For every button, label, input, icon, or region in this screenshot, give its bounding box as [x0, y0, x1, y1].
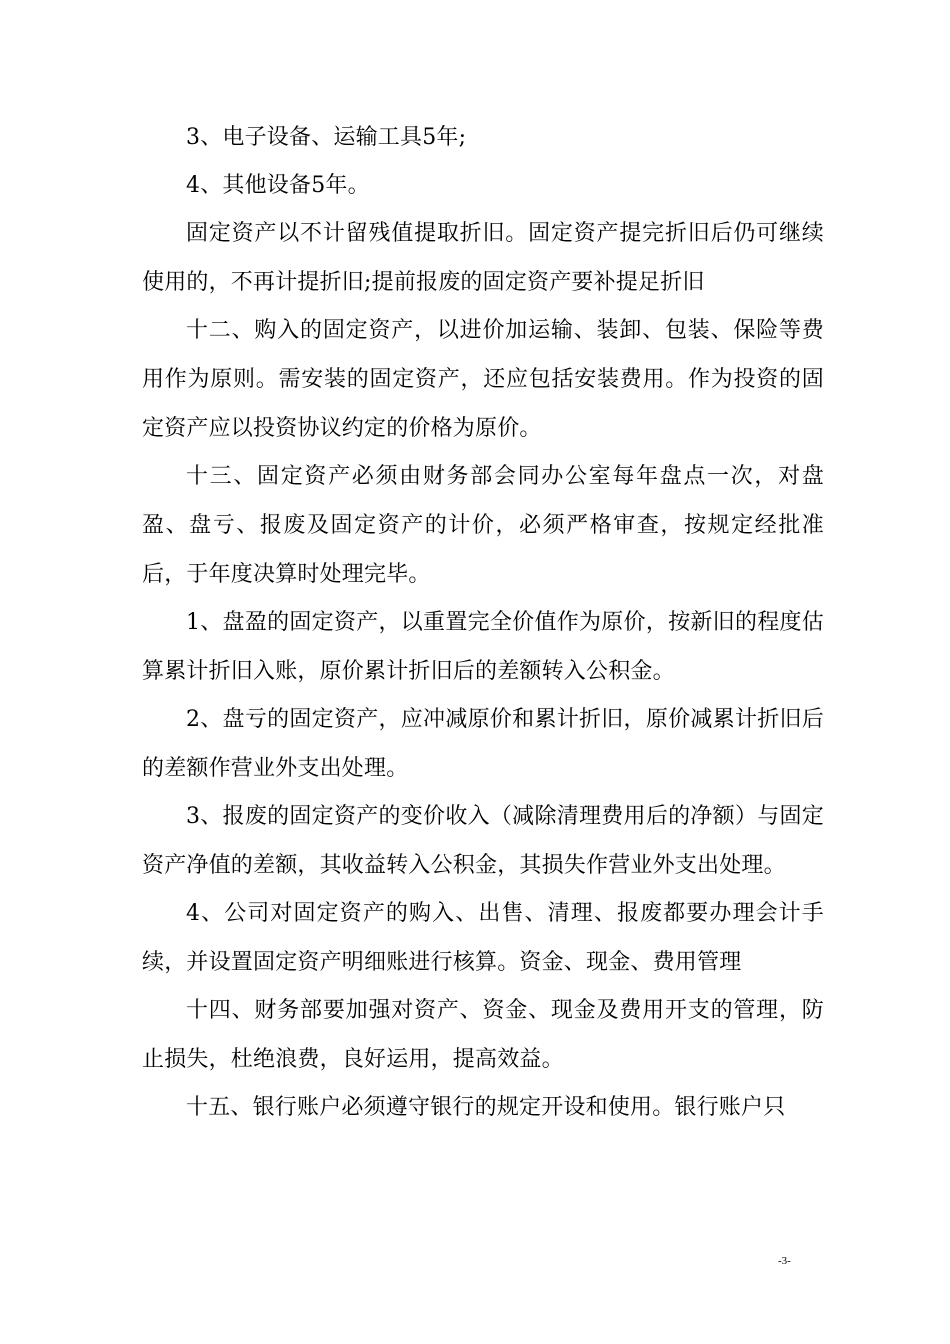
document-body: [142, 113, 824, 1131]
paragraph-1: 3、电子设备、运输工具5年;: [186, 125, 467, 150]
paragraph-4: 十二、购入的固定资产，以进价加运输、装卸、包装、保险等费用作为原则。需安装的固定资产，还应包括安装费用。作为投资的固定资产应以投资协议约定的价格为原价。: [142, 318, 824, 441]
paragraph-9: 4、公司对固定资产的购入、出售、清理、报废都要办理会计手续，并设置固定资产明细账进行核算。资金、现金、费用管理: [142, 901, 824, 975]
paragraph-7: 2、盘亏的固定资产，应冲减原价和累计折旧，原价减累计折旧后的差额作营业外支出处理。: [142, 707, 824, 781]
paragraph-3: 固定资产以不计留残值提取折旧。固定资产提完折旧后仍可继续使用的，不再计提折旧;提前报废的固定资产要补提足折旧: [142, 221, 824, 295]
paragraph-8: 3、报废的固定资产的变价收入（减除清理费用后的净额）与固定资产净值的差额，其收益转入公积金，其损失作营业外支出处理。: [142, 804, 824, 878]
paragraph-11: 十五、银行账户必须遵守银行的规定开设和使用。银行账户只: [186, 1095, 786, 1120]
paragraph-5: 十三、固定资产必须由财务部会同办公室每年盘点一次，对盘盈、盘亏、报废及固定资产的计价，必须严格审查，按规定经批准后，于年度决算时处理完毕。: [142, 464, 824, 587]
page-number: -3-: [778, 1255, 791, 1267]
paragraph-2: 4、其他设备5年。: [186, 173, 370, 198]
paragraph-10: 十四、财务部要加强对资产、资金、现金及费用开支的管理，防止损失，杜绝浪费，良好运用，提高效益。: [142, 998, 824, 1072]
paragraph-6: 1、盘盈的固定资产，以重置完全价值作为原价，按新旧的程度估算累计折旧入账，原价累计折旧后的差额转入公积金。: [142, 610, 824, 684]
